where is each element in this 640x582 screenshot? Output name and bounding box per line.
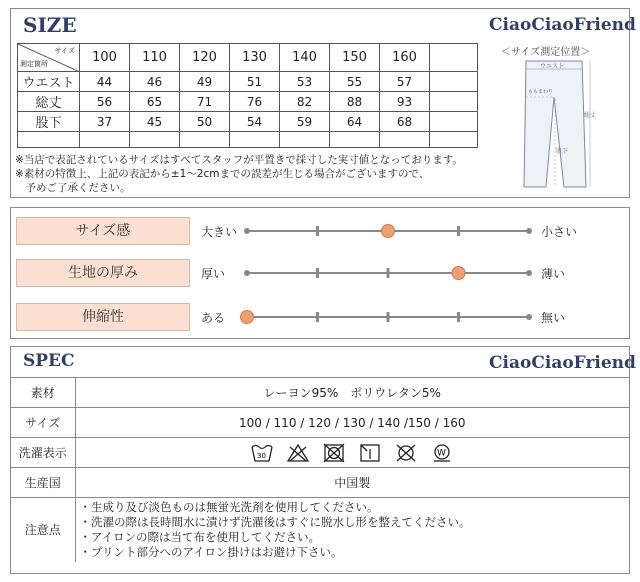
size-cell: 50 xyxy=(180,112,230,132)
note-line: ※素材の特徴上、上記の表記から±1〜2cmまでの誤差が生じる場合がございますので、 xyxy=(15,168,430,180)
row-label: 総丈 xyxy=(18,92,80,112)
header-measure-label: 測定箇所 xyxy=(20,60,48,68)
spec-value: レーヨン95% ポリウレタン5% xyxy=(75,378,629,408)
spec-table xyxy=(11,377,629,562)
spec-note-line: ・アイロンの際は当て布を使用してください。 xyxy=(79,529,320,544)
slider-end-dot xyxy=(526,270,532,276)
spec-value: 中国製 xyxy=(75,468,629,498)
note-line: ※当店で表記されているサイズはすべてスタッフが平置きで採寸した実寸値となっております。 xyxy=(15,154,463,166)
size-cell: 37 xyxy=(80,112,130,132)
feel-slider-2 xyxy=(239,300,539,334)
blank-cell xyxy=(430,112,478,132)
size-row-empty xyxy=(18,132,478,148)
size-cell: 68 xyxy=(380,112,430,132)
size-cell: 88 xyxy=(330,92,380,112)
feel-label: サイズ感 xyxy=(16,217,190,245)
slider-end-dot xyxy=(526,314,532,320)
empty-cell xyxy=(380,132,430,148)
size-cell: 71 xyxy=(180,92,230,112)
feel-panel xyxy=(10,207,630,339)
slider-marker xyxy=(452,267,465,280)
spec-row-origin xyxy=(11,468,629,498)
feel-right-label: 小さい xyxy=(541,225,578,239)
no-tumble-dry-icon xyxy=(322,443,346,463)
svg-text:W: W xyxy=(437,448,447,458)
feel-right-label: 無い xyxy=(541,311,566,325)
spec-note-line: ・生成り及び淡色ものは無蛍光洗剤を使用してください。 xyxy=(79,499,379,514)
spec-key: 注意点 xyxy=(11,498,75,562)
size-header-corner xyxy=(18,44,80,72)
slider-end-dot xyxy=(244,270,250,276)
diagram-hip-label: ももまわり xyxy=(528,89,554,95)
blank-cell xyxy=(430,132,478,148)
header-size-label: サイズ xyxy=(54,47,75,55)
slider-end-dot xyxy=(526,228,532,234)
blank-cell xyxy=(430,92,478,112)
size-cell: 44 xyxy=(80,72,130,92)
spec-note-line: ・プリント部分へのアイロン掛けはお避け下さい。 xyxy=(79,544,343,559)
feel-left-label: 厚い xyxy=(201,267,226,281)
spec-key: 素材 xyxy=(11,378,75,408)
spec-row-size xyxy=(11,408,629,438)
diagram-inseam-label: 股下 xyxy=(556,148,569,155)
size-col: 150 xyxy=(330,44,380,72)
size-cell: 65 xyxy=(130,92,180,112)
size-col: 140 xyxy=(280,44,330,72)
size-cell: 45 xyxy=(130,112,180,132)
feel-slider-0 xyxy=(239,214,539,248)
size-table xyxy=(17,43,478,148)
svg-text:30: 30 xyxy=(257,451,267,460)
slider-end-dot xyxy=(244,228,250,234)
empty-cell xyxy=(80,132,130,148)
wet-clean-icon xyxy=(430,443,454,463)
size-cell: 55 xyxy=(330,72,380,92)
spec-title: SPEC xyxy=(23,351,75,371)
spec-key: 生産国 xyxy=(11,468,75,498)
empty-cell xyxy=(18,132,80,148)
size-cell: 82 xyxy=(280,92,330,112)
brand-logo: CiaoCiaoFriend xyxy=(489,353,636,373)
spec-row-notes xyxy=(11,498,629,562)
slider-marker xyxy=(382,225,395,238)
blank-cell xyxy=(430,44,478,72)
spec-value: 100 / 110 / 120 / 130 / 140 /150 / 160 xyxy=(75,408,629,438)
spec-row-care xyxy=(11,438,629,468)
size-row-waist xyxy=(18,72,478,92)
size-cell: 56 xyxy=(80,92,130,112)
pants-diagram-icon xyxy=(516,57,596,191)
note-line: 予めご了承ください。 xyxy=(15,182,131,194)
size-col: 160 xyxy=(380,44,430,72)
size-notes xyxy=(15,153,463,195)
size-cell: 93 xyxy=(380,92,430,112)
spec-note-line: ・洗濯の際は長時間水に漬けず洗濯後はすぐに脱水し形を整えてください。 xyxy=(79,514,471,529)
diagram-total-label: 総丈 xyxy=(584,112,596,119)
size-col: 130 xyxy=(230,44,280,72)
spec-panel xyxy=(10,346,636,574)
no-bleach-icon xyxy=(286,443,310,463)
size-col: 100 xyxy=(80,44,130,72)
no-dry-clean-icon xyxy=(394,443,418,463)
size-cell: 59 xyxy=(280,112,330,132)
row-label: 股下 xyxy=(18,112,80,132)
size-cell: 51 xyxy=(230,72,280,92)
measure-caption: ＜サイズ測定位置＞ xyxy=(501,47,591,58)
size-cell: 54 xyxy=(230,112,280,132)
empty-cell xyxy=(330,132,380,148)
brand-logo: CiaoCiaoFriend xyxy=(489,15,636,35)
wash-30-icon xyxy=(250,443,274,463)
line-dry-shade-icon xyxy=(358,443,382,463)
size-panel xyxy=(10,8,636,198)
spec-key: サイズ xyxy=(11,408,75,438)
size-cell: 57 xyxy=(380,72,430,92)
feel-left-label: ある xyxy=(201,311,226,325)
care-icons xyxy=(75,438,629,468)
empty-cell xyxy=(280,132,330,148)
size-col: 110 xyxy=(130,44,180,72)
empty-cell xyxy=(130,132,180,148)
empty-cell xyxy=(180,132,230,148)
size-row-total xyxy=(18,92,478,112)
feel-row-stretch xyxy=(11,300,631,334)
spec-notes xyxy=(75,498,629,562)
feel-label: 生地の厚み xyxy=(16,259,190,287)
size-cell: 64 xyxy=(330,112,380,132)
feel-label: 伸縮性 xyxy=(16,303,190,331)
empty-cell xyxy=(230,132,280,148)
slider-marker xyxy=(241,311,254,324)
feel-row-thickness xyxy=(11,256,631,290)
size-title: SIZE xyxy=(23,13,77,37)
spec-key: 洗濯表示 xyxy=(11,438,75,468)
feel-right-label: 薄い xyxy=(541,267,566,281)
row-label: ウエスト xyxy=(18,72,80,92)
feel-slider-1 xyxy=(239,256,539,290)
size-cell: 46 xyxy=(130,72,180,92)
size-cell: 53 xyxy=(280,72,330,92)
blank-cell xyxy=(430,72,478,92)
diagram-waist-label: ウエスト xyxy=(540,63,565,70)
spec-row-material xyxy=(11,378,629,408)
size-header-row xyxy=(18,44,478,72)
feel-row-size xyxy=(11,214,631,248)
size-cell: 49 xyxy=(180,72,230,92)
size-row-inseam xyxy=(18,112,478,132)
feel-left-label: 大きい xyxy=(201,225,238,239)
size-col: 120 xyxy=(180,44,230,72)
size-cell: 76 xyxy=(230,92,280,112)
